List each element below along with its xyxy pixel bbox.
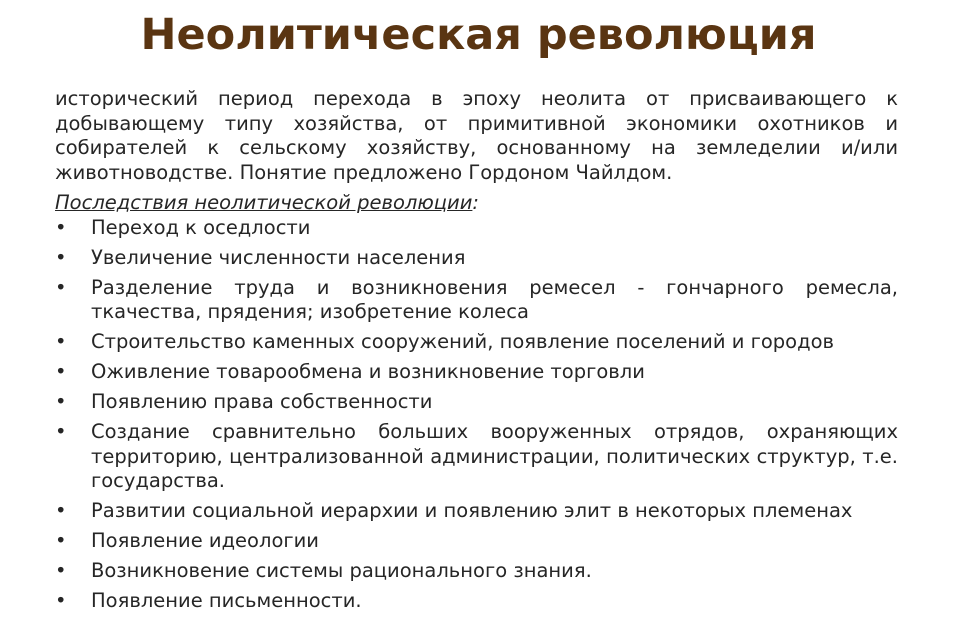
list-item	[55, 276, 898, 325]
bullet-icon	[55, 330, 75, 355]
list-item-text: Создание сравнительно больших вооруженных отрядов, охраняющих территорию, централизованной администрации, политических структур, т.е. государства.	[91, 420, 898, 492]
list-item-text: Увеличение численности населения	[91, 245, 466, 269]
list-item	[55, 589, 898, 614]
list-item-text: Оживление товарообмена и возникновение торговли	[91, 360, 645, 383]
list-item-text: Появление идеологии	[91, 529, 319, 552]
list-item-text: Переход к оседлости	[91, 215, 311, 239]
consequences-heading-colon: :	[472, 191, 479, 214]
list-item	[55, 246, 898, 271]
consequences-list	[55, 216, 898, 614]
list-item-text: Появлению права собственности	[91, 390, 433, 413]
intro-paragraph: исторический период перехода в эпоху неолита от присваивающего к добывающему типу хозяйства, от примитивной экономики охотников и собирателей к сельскому хозяйству, основанному на земледелии и/или животноводстве. Понятие предложено Гордоном Чайлдом.	[55, 87, 898, 184]
list-item	[55, 390, 898, 415]
list-item	[55, 420, 898, 494]
slide-title: Неолитическая революция	[140, 10, 817, 60]
list-item	[55, 529, 898, 554]
bullet-icon	[55, 559, 75, 584]
bullet-icon	[55, 246, 75, 271]
list-item	[55, 216, 898, 241]
bullet-icon	[55, 420, 75, 445]
consequences-heading: Последствия неолитической революции	[55, 191, 473, 214]
bullet-icon	[55, 589, 75, 614]
list-item	[55, 559, 898, 584]
list-item-text: Появление письменности.	[91, 589, 362, 612]
list-item	[55, 499, 898, 524]
list-item-text: Строительство каменных сооружений, появление поселений и городов	[91, 330, 834, 353]
list-item-text: Разделение труда и возникновения ремесел - гончарного ремесла, ткачества, прядения; изобретение колеса	[91, 275, 898, 323]
list-item-text: Развитии социальной иерархии и появлению элит в некоторых племенах	[91, 499, 853, 522]
slide-content	[55, 87, 898, 619]
list-item	[55, 330, 898, 355]
bullet-icon	[55, 390, 75, 415]
list-item-text: Возникновение системы рационального знания.	[91, 559, 592, 582]
bullet-icon	[55, 360, 75, 385]
bullet-icon	[55, 529, 75, 554]
bullet-icon	[55, 216, 75, 241]
list-item	[55, 360, 898, 385]
consequences-heading-row	[55, 191, 898, 216]
bullet-icon	[55, 499, 75, 524]
bullet-icon	[55, 276, 75, 301]
